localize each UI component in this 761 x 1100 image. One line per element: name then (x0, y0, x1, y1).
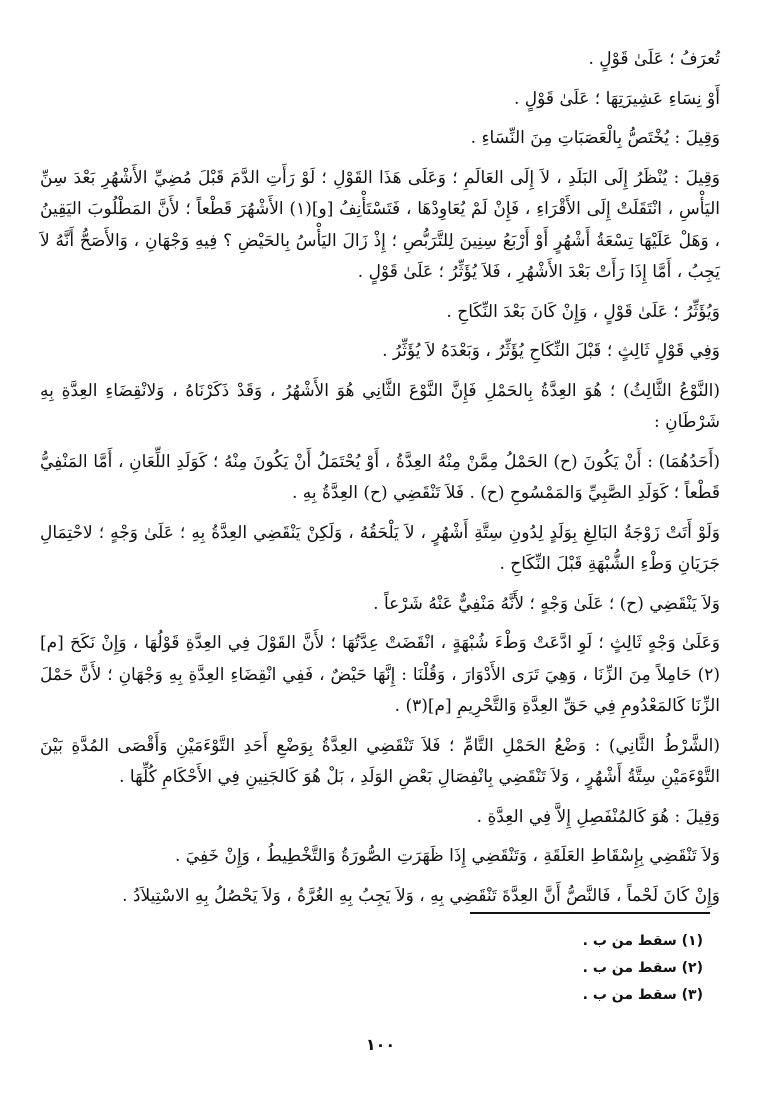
paragraph: أَوْ نِسَاءِ عَشِيرَتِهَا ؛ عَلَىٰ قَوْلٍ . (513, 88, 720, 109)
footnotes (403, 928, 703, 1009)
footnote: (١) سقط من ب . (582, 933, 703, 949)
paragraph: وَقِيلَ : هُوَ كَالمُنْفَصِلِ إِلاَّ فِي العِدَّةِ . (476, 806, 720, 827)
paragraph: وَإِنْ كَانَ لَحْماً ، فَالنَّصُّ أَنَّ العِدَّةَ تَنْقَضِي بِهِ ، وَلاَ يَجِبُ بِهِ الغُرَّةُ ، وَلاَ يَحْصُلُ بِهِ الاسْتِيلاَدُ . (122, 885, 720, 906)
footnote: (٣) سقط من ب . (582, 987, 703, 1003)
paragraph: وَلَوْ أَتَتْ زَوْجَةُ البَالِغِ بِوَلَدٍ لِدُونِ سِتَّةِ أَشْهُرٍ ، لاَ يَلْحَقُهُ ، وَلَكِنْ يَنْقَضِي العِدَّةُ بِهِ ؛ عَلَىٰ وَجْهٍ ؛ لاحْتِمَالِ جَرَيَانِ وَطْءِ الشُّبْهَةِ قَبْلَ النِّكَاحِ . (40, 522, 720, 574)
footnote-divider (470, 912, 710, 914)
paragraph: وَقِيلَ : يُنْظَرُ إِلَى البَلَدِ ، لاَ إِلَى العَالَمِ ؛ وَعَلَى هَذَا القَوْلِ ؛ لَوْ رَأَتِ الدَّمَ قَبْلَ مُضِيِّ الأَشْهُرِ بَعْدَ سِنِّ اليَأْسِ ، انْتَقَلَتْ إِلَى الأَقْرَاءِ ، فَإِنْ لَمْ يُعَاوِدْهَا ، فَتَسْتَأْنِفُ [و](١) الأَشْهُرَ قَطْعاً ؛ لأَنَّ المَطْلُوبَ اليَقِينُ ، وَهَلْ عَلَيْهَا تِسْعَةُ أَشْهُرٍ أَوْ أَرْبَعُ سِنِينَ لِلتَّرَبُّصِ ؛ إِذْ زَالَ اليَأْسُ بِالحَيْضِ ؟ فِيهِ وَجْهَانِ ، وَالأَصَحُّ أَنَّهُ لاَ يَجِبُ ، أَمَّا إِذَا رَأَتْ بَعْدَ الأَشْهُرِ ، فَلاَ يُؤَثِّرُ ؛ عَلَىٰ قَوْلٍ . (40, 167, 721, 282)
paragraph: وَيُؤَثِّرُ ؛ عَلَىٰ قَوْلٍ ، وَإِنْ كَانَ بَعْدَ النِّكَاحِ . (446, 301, 720, 322)
paragraph: تُعرَفُ ؛ عَلَىٰ قَوْلٍ . (588, 49, 720, 69)
page-number: ١٠٠ (365, 1035, 396, 1054)
footnote: (٢) سقط من ب . (582, 960, 703, 976)
paragraph: وَقِيلَ : يُخْتَصُّ بِالْعَصَبَاتِ مِنَ النِّسَاءِ . (470, 128, 720, 148)
paragraph: وَلاَ تَنْقَضِي بِإِسْقَاطِ العَلَقَةِ ، وَتَنْقَضِي إِذَا ظَهَرَتِ الصُّورَةُ وَالتَّخْطِيطُ ، وَإِنْ خَفِيَ . (174, 846, 720, 866)
paragraph: وَلاَ يَنْقَضِي (ح) ؛ عَلَىٰ وَجْهٍ ؛ لأَنَّهُ مَنْفِيٌّ عَنْهُ شَرْعاً . (373, 593, 720, 614)
paragraph: (النَّوْعُ الثَّالِثُ) ؛ هُوَ العِدَّةُ بِالحَمْلِ فَإِنَّ النَّوْعَ الثَّانِي هُوَ الأَشْهُرُ ، وَقَدْ ذَكَرْنَاهُ ، وَلانْقِضَاءِ العِدَّةِ بِهِ شَرْطَانِ : (40, 380, 720, 432)
paragraph: (الشَّرْطُ الثَّانِي) : وَضْعُ الحَمْلِ التَّامِّ ؛ فَلاَ تَنْقَضِي العِدَّةُ بِوَضْعِ أَحَدِ التَّوْءَمَيْنِ وَأَقْصَى المُدَّةِ بَيْنَ التَّوْءَمَيْنِ سِتَّةُ أَشْهُرٍ ، وَلاَ تَنْقَضِي بِانْفِصَالِ بَعْضِ الوَلَدِ ، بَلْ هُوَ كَالجَنِينِ فِي الأَحْكَامِ كُلِّهَا . (40, 735, 720, 787)
paragraph: (أَحَدُهُمَا) : أَنْ يَكُونَ (ح) الحَمْلُ مِمَّنْ مِنْهُ العِدَّةُ ، أَوْ يُحْتَمَلُ أَنْ يَكُونَ مِنْهُ ؛ كَوَلَدِ اللِّعَانِ ، أَمَّا المَنْفِيُّ قَطْعاً ؛ كَوَلَدِ الصَّبِيِّ وَالمَمْسُوحِ (ح) . فَلاَ تَنْقَضِي (ح) العِدَّةُ بِهِ . (40, 451, 720, 503)
paragraph: وَعَلَىٰ وَجْهٍ ثَالِثٍ ؛ لَوِ ادَّعَتْ وَطْءَ شُبْهَةٍ ، انْقَضَتْ عِدَّتُهَا ؛ لأَنَّ القَوْلَ فِي العِدَّةِ قَوْلُهَا ، وَإِنْ نَكَحَ [م](٢) حَامِلاً مِنَ الزِّنَا ، وَهِيَ تَرَى الأَدْوَارَ ، وَقُلْنَا : إِنَّهَا حَيْضٌ ، فَفِي انْقِضَاءِ العِدَّةِ بِهِ وَجْهَانِ ؛ لأَنَّ حَمْلَ الزِّنَا كَالمَعْدُومِ فِي حَقِّ العِدَّةِ وَالتَّحْرِيمِ [م](٣) . (40, 633, 720, 716)
main-text (40, 44, 720, 920)
paragraph: وَفِي قَوْلٍ ثَالِثٍ ؛ قَبْلَ النِّكَاحِ يُؤَثِّرُ ، وَبَعْدَهُ لاَ يُؤَثِّرُ . (382, 341, 720, 361)
